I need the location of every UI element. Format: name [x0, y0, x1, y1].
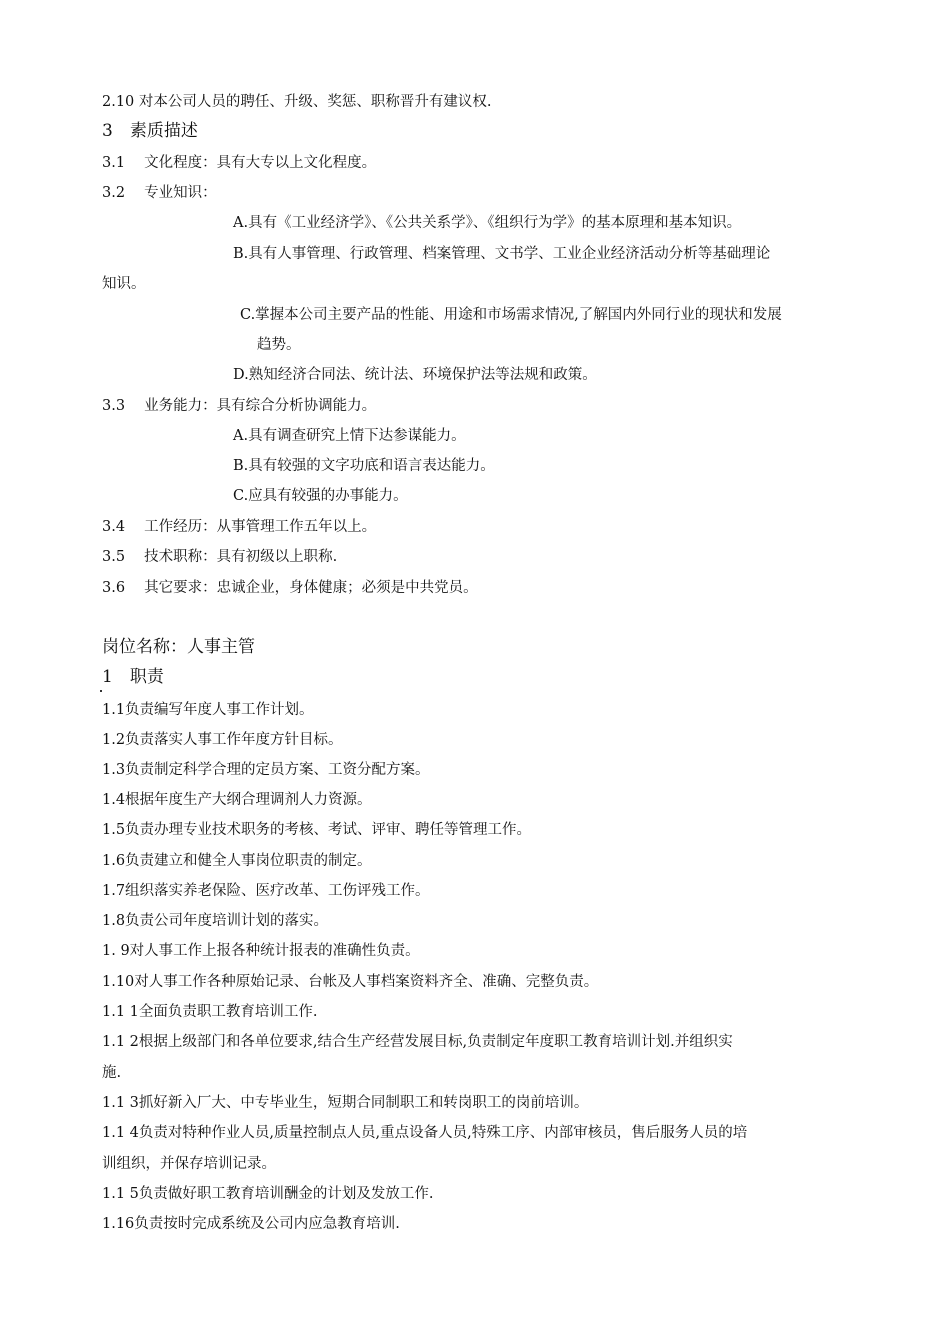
section-3-heading: 3 素质描述: [102, 121, 198, 141]
position-title: 岗位名称：人事主管: [102, 637, 255, 657]
duty-item: 1.10对人事工作各种原始记录、台帐及人事档案资料齐全、准确、完整负责。: [102, 974, 599, 990]
duty-item-continuation: 训组织，并保存培训记录。: [102, 1156, 276, 1172]
item-3-5: 3.5 技术职称：具有初级以上职称.: [102, 549, 338, 565]
item-3-2: 3.2 专业知识：: [102, 185, 217, 201]
duty-item: 1.2负责落实人事工作年度方针目标。: [102, 732, 343, 748]
item-3-2-a: A.具有《工业经济学》、《公共关系学》、《组织行为学》的基本原理和基本知识。: [233, 215, 742, 231]
duty-item: 1.4根据年度生产大纲合理调剂人力资源。: [102, 792, 372, 808]
duty-item: 1.1 5负责做好职工教育培训酬金的计划及发放工作.: [102, 1186, 434, 1202]
item-3-4: 3.4 工作经历：从事管理工作五年以上。: [102, 519, 377, 535]
item-3-2-c-line2: 趋势。: [257, 337, 301, 353]
duties-heading: 1 职责: [102, 667, 164, 687]
duty-item: 1.1 1全面负责职工教育培训工作.: [102, 1004, 318, 1020]
stray-dot: [100, 690, 102, 692]
item-3-3-a: A.具有调查研究上情下达参谋能力。: [233, 428, 466, 444]
duty-item: 1.6负责建立和健全人事岗位职责的制定。: [102, 853, 372, 869]
duty-item: 1.3负责制定科学合理的定员方案、工资分配方案。: [102, 762, 430, 778]
item-3-6: 3.6 其它要求：忠诚企业，身体健康；必须是中共党员。: [102, 580, 478, 596]
duty-item: 1.1 2根据上级部门和各单位要求,结合生产经营发展目标,负责制定年度职工教育培训计划.并组织实: [102, 1034, 733, 1050]
duty-item: 1.1 4负责对特种作业人员,质量控制点人员,重点设备人员,特殊工序、内部审核员，售后服务人员的培: [102, 1125, 748, 1141]
item-3-3: 3.3 业务能力：具有综合分析协调能力。: [102, 398, 377, 414]
duty-item: 1.5负责办理专业技术职务的考核、考试、评审、聘任等管理工作。: [102, 822, 532, 838]
item-3-1: 3.1 文化程度：具有大专以上文化程度。: [102, 155, 377, 171]
item-3-2-d: D.熟知经济合同法、统计法、环境保护法等法规和政策。: [233, 367, 597, 383]
item-3-2-b-line2: 知识。: [102, 276, 146, 292]
item-3-2-b-line1: B.具有人事管理、行政管理、档案管理、文书学、工业企业经济活动分析等基础理论: [233, 246, 771, 262]
duty-item-continuation: 施.: [102, 1065, 122, 1081]
duty-item: 1.1 3抓好新入厂大、中专毕业生，短期合同制职工和转岗职工的岗前培训。: [102, 1095, 589, 1111]
item-3-3-b: B.具有较强的文字功底和语言表达能力。: [233, 458, 495, 474]
duty-item: 1.16负责按时完成系统及公司内应急教育培训.: [102, 1216, 400, 1232]
item-3-3-c: C.应具有较强的办事能力。: [233, 488, 408, 504]
duty-item: 1.7组织落实养老保险、医疗改革、工伤评残工作。: [102, 883, 430, 899]
duty-item: 1.8负责公司年度培训计划的落实。: [102, 913, 329, 929]
item-3-2-c-line1: C.掌握本公司主要产品的性能、用途和市场需求情况,了解国内外同行业的现状和发展: [240, 307, 782, 323]
item-2-10: 2.10 对本公司人员的聘任、升级、奖惩、职称晋升有建议权.: [102, 94, 492, 110]
duty-item: 1. 9对人事工作上报各种统计报表的准确性负责。: [102, 943, 420, 959]
duty-item: 1.1负责编写年度人事工作计划。: [102, 702, 314, 718]
